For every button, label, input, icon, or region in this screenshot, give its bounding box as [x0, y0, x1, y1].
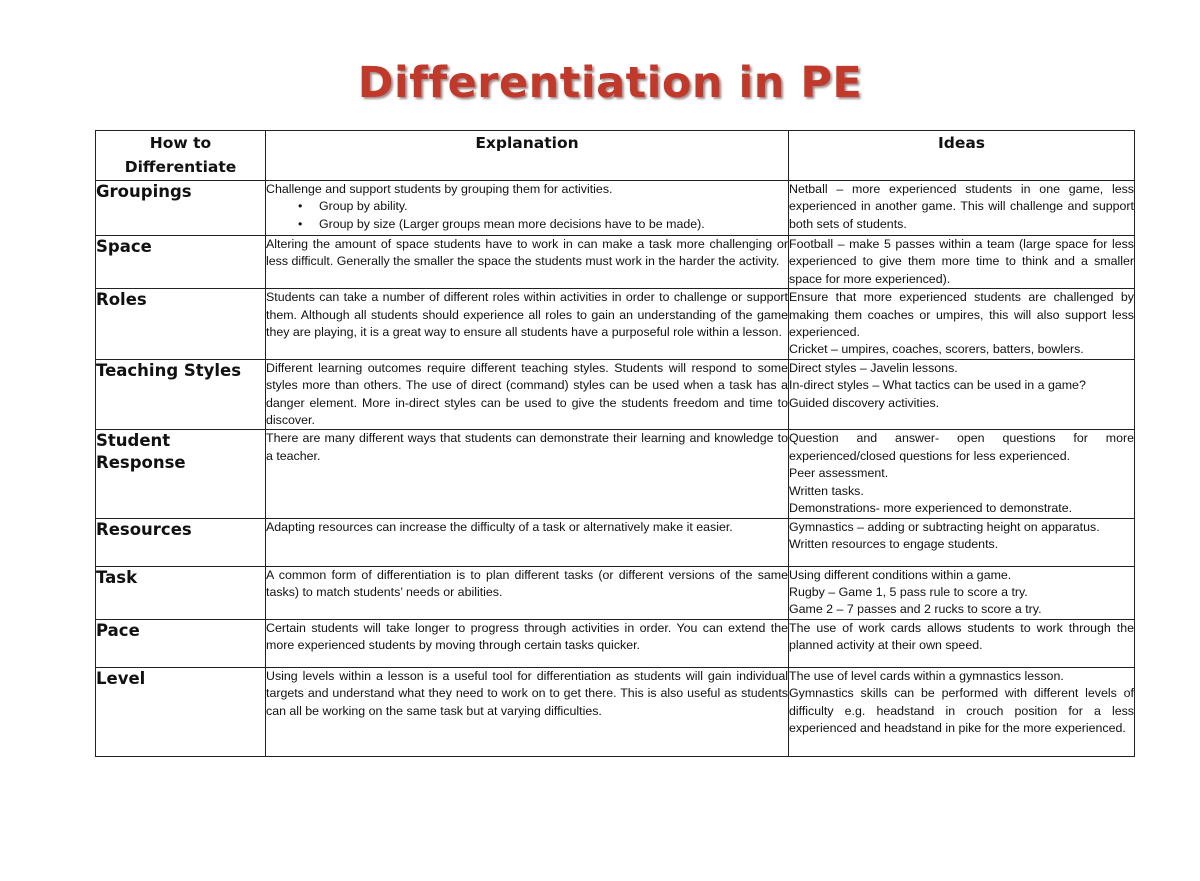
row-label: Teaching Styles: [96, 359, 266, 430]
ideas-text: Using different conditions within a game.: [789, 567, 1012, 582]
page-title: Differentiation in PE: [357, 58, 863, 108]
row-ideas: [789, 181, 1135, 236]
ideas-text: Written tasks.: [789, 483, 864, 498]
row-explanation: [266, 430, 789, 518]
ideas-text: In-direct styles – What tactics can be used in a game?: [789, 378, 1086, 393]
row-label: Pace: [96, 619, 266, 667]
row-label: Student Response: [96, 430, 266, 518]
ideas-text: Direct styles – Javelin lessons.: [789, 360, 958, 375]
row-ideas: [789, 619, 1135, 667]
explanation-text: Different learning outcomes require different teaching styles. Students will respond to some styles more than others. The use of direct (command) styles can be used when a task has a danger element. More in-direct styles can be used to give the students freedom and time to discover.: [266, 360, 788, 428]
explanation-text: There are many different ways that students can demonstrate their learning and knowledge to a teacher.: [266, 431, 788, 463]
row-ideas: [789, 566, 1135, 619]
ideas-text: Ensure that more experienced students are challenged by making them coaches or umpires, this will also support less experienced.: [789, 290, 1134, 340]
table-row: [96, 619, 1135, 667]
ideas-text: Gymnastics skills can be performed with different levels of difficulty e.g. headstand in crouch position for a less experienced and headstand in pike for the more experienced.: [789, 686, 1134, 735]
table-row: [96, 359, 1135, 430]
row-explanation: [266, 566, 789, 619]
row-label: Task: [96, 566, 266, 619]
row-ideas: [789, 430, 1135, 518]
table-row: [96, 181, 1135, 236]
row-ideas: [789, 289, 1135, 360]
row-label: Roles: [96, 289, 266, 360]
table-row: [96, 236, 1135, 289]
explanation-text: Adapting resources can increase the difficulty of a task or alternatively make it easier.: [266, 519, 733, 534]
ideas-text: Cricket – umpires, coaches, scorers, batters, bowlers.: [789, 342, 1084, 357]
ideas-text: Game 2 – 7 passes and 2 rucks to score a try.: [789, 602, 1042, 617]
ideas-text: Football – make 5 passes within a team (large space for less experienced to give them more time to think and a smaller space for more experienced).: [789, 237, 1134, 286]
row-label: Groupings: [96, 181, 266, 236]
row-explanation: [266, 667, 789, 756]
row-ideas: [789, 359, 1135, 430]
row-ideas: [789, 518, 1135, 566]
table-row: [96, 289, 1135, 360]
row-explanation: [266, 236, 789, 289]
ideas-text: Written resources to engage students.: [789, 536, 999, 551]
header-explanation: Explanation: [266, 131, 789, 181]
header-row: [96, 131, 1135, 181]
ideas-text: Gymnastics – adding or subtracting height on apparatus.: [789, 519, 1100, 534]
explanation-text: A common form of differentiation is to plan different tasks (or different versions of the same tasks) to match students’ needs or abilities.: [266, 567, 788, 599]
header-ideas: Ideas: [789, 131, 1135, 181]
explanation-text: Students can take a number of different roles within activities in order to challenge or support them. Although all students should experience all roles to gain an understanding of the game they are playing, it is a great way to ensure all students have a purposeful role within a lesson.: [266, 290, 788, 340]
row-label: Level: [96, 667, 266, 756]
row-explanation: [266, 619, 789, 667]
bullet-item: • Group by size (Larger groups mean more decisions have to be made).: [319, 216, 788, 233]
ideas-text: Rugby – Game 1, 5 pass rule to score a try.: [789, 584, 1028, 599]
bullet-item: • Group by ability.: [319, 198, 788, 215]
ideas-text: Peer assessment.: [789, 466, 889, 481]
row-explanation: [266, 359, 789, 430]
explanation-text: Challenge and support students by grouping them for activities.: [266, 182, 613, 196]
ideas-text: The use of work cards allows students to work through the planned activity at their own speed.: [789, 620, 1134, 653]
explanation-text: Altering the amount of space students have to work in can make a task more challenging or less difficult. Generally the smaller the space the students must work in the harder the activity.: [266, 237, 788, 269]
table-row: [96, 430, 1135, 518]
ideas-text: Netball – more experienced students in one game, less experienced in another game. This will challenge and support both sets of students.: [789, 182, 1134, 231]
table-row: [96, 518, 1135, 566]
header-how-to-differentiate: How to Differentiate: [96, 131, 266, 181]
row-explanation: [266, 181, 789, 236]
ideas-text: Question and answer- open questions for more experienced/closed questions for less experienced.: [789, 431, 1134, 463]
ideas-text: The use of level cards within a gymnastics lesson.: [789, 668, 1064, 683]
ideas-text: Demonstrations- more experienced to demonstrate.: [789, 501, 1073, 516]
table-row: [96, 667, 1135, 756]
explanation-text: Using levels within a lesson is a useful tool for differentiation as students will gain individual targets and understand what they need to work on to get there. This is also useful as students can all be working on the same task but at varying difficulties.: [266, 668, 788, 718]
explanation-text: Certain students will take longer to progress through activities in order. You can extend the more experienced students by moving through certain tasks quicker.: [266, 620, 788, 653]
row-explanation: [266, 518, 789, 566]
bullet-list: [266, 198, 788, 233]
table-row: [96, 566, 1135, 619]
row-explanation: [266, 289, 789, 360]
ideas-text: Guided discovery activities.: [789, 395, 940, 410]
differentiation-table: [95, 130, 1135, 757]
row-ideas: [789, 236, 1135, 289]
row-label: Resources: [96, 518, 266, 566]
row-ideas: [789, 667, 1135, 756]
row-label: Space: [96, 236, 266, 289]
